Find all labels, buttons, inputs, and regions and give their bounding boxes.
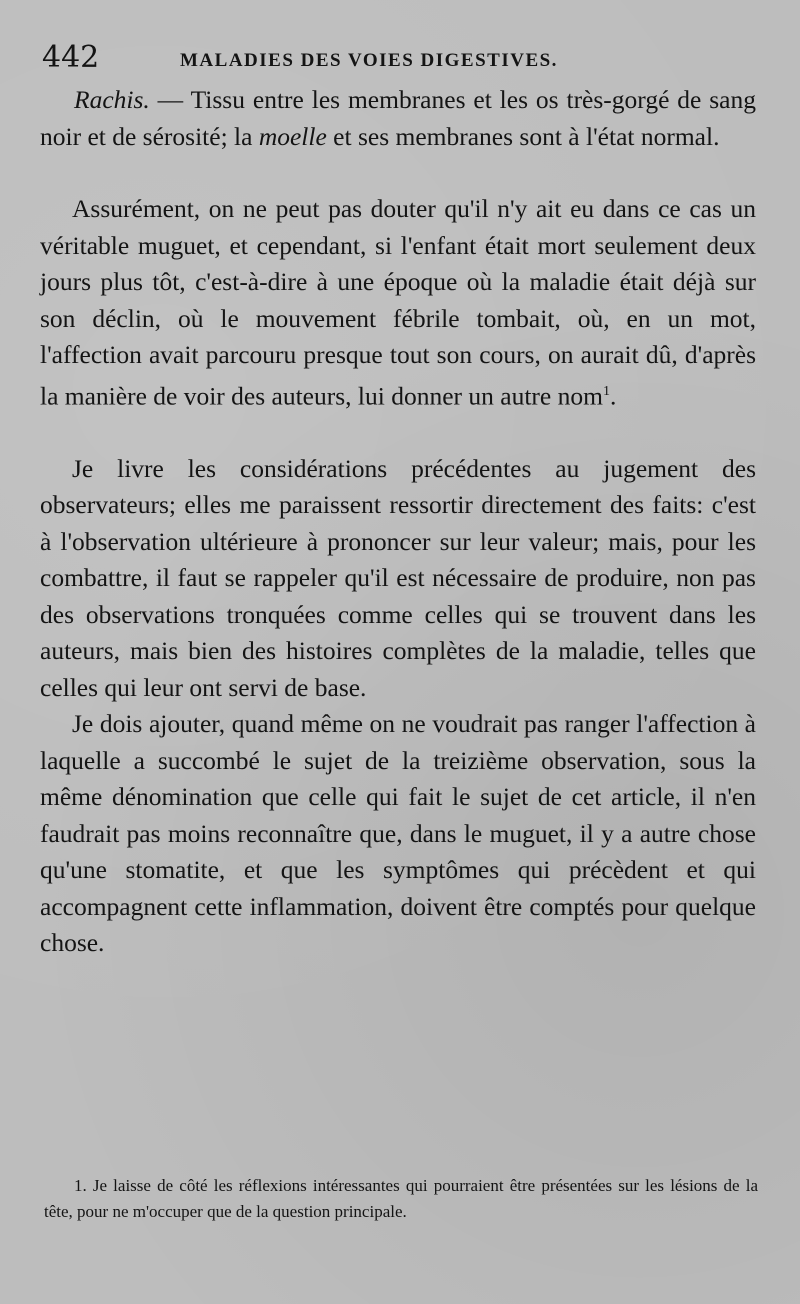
footnote-reference[interactable]: 1: [602, 383, 610, 399]
paragraph-text: Assurément, on ne peut pas douter qu'il n'y ait eu dans ce cas un véritable muguet, et cependant, si l'enfant était mort seulement deux jours plus tôt, c'est-à-dire à une époque où la maladie était déjà sur son déclin, où le mouvement fébrile tombait, où, en un mot, l'affection avait parcouru presque tout son cours, on aurait dû, d'après la manière de voir des auteurs, lui donner un autre nom: [40, 194, 756, 410]
footnote: [44, 1173, 758, 1225]
paragraph-je-dois: Je dois ajouter, quand même on ne voudrait pas ranger l'affection à laquelle a succombé le sujet de la treizième observation, sous la même dénomination que celle qui fait le sujet de cet article, il n'en faudrait pas moins reconnaître que, dans le muguet, il y a autre chose qu'une stomatite, et que les symptômes qui précèdent et qui accompagnent cette inflammation, doivent être comptés pour quelque chose.: [40, 709, 756, 957]
footnote-marker: 1.: [74, 1176, 87, 1195]
body-text: [40, 82, 756, 962]
paragraph-text: — Tissu entre les membranes et les os très-gorgé de sang noir et de sérosité; la: [40, 85, 756, 151]
paragraph-rachis: [40, 82, 756, 155]
paragraph-je-livre: Je livre les considérations précédentes au jugement des observateurs; elles me paraissent ressortir directement des faits: c'est à l'observation ultérieure à prononcer sur leur valeur; mais, pour les combattre, il faut se rappeler qu'il est nécessaire de produire, non pas des observations tronquées comme celles qui se trouvent dans les auteurs, mais bien des histoires complètes de la maladie, telles que celles qui leur ont servi de base.: [40, 453, 756, 702]
page-number: 442: [42, 40, 100, 75]
paragraph-text: et ses membranes sont à l'état normal.: [326, 121, 720, 151]
paragraph-text: .: [609, 381, 617, 410]
italic-term: moelle: [258, 121, 327, 151]
page-header: [40, 38, 760, 82]
footnote-text: Je laisse de côté les réflexions intéressantes qui pourraient être présentées sur les lésions de la tête, pour ne m'occuper que de la question principale.: [44, 1176, 758, 1221]
paragraph-assurement: [40, 191, 756, 415]
paragraph-lead-italic: Rachis.: [74, 85, 150, 114]
running-title: MALADIES DES VOIES DIGESTIVES.: [180, 50, 558, 71]
